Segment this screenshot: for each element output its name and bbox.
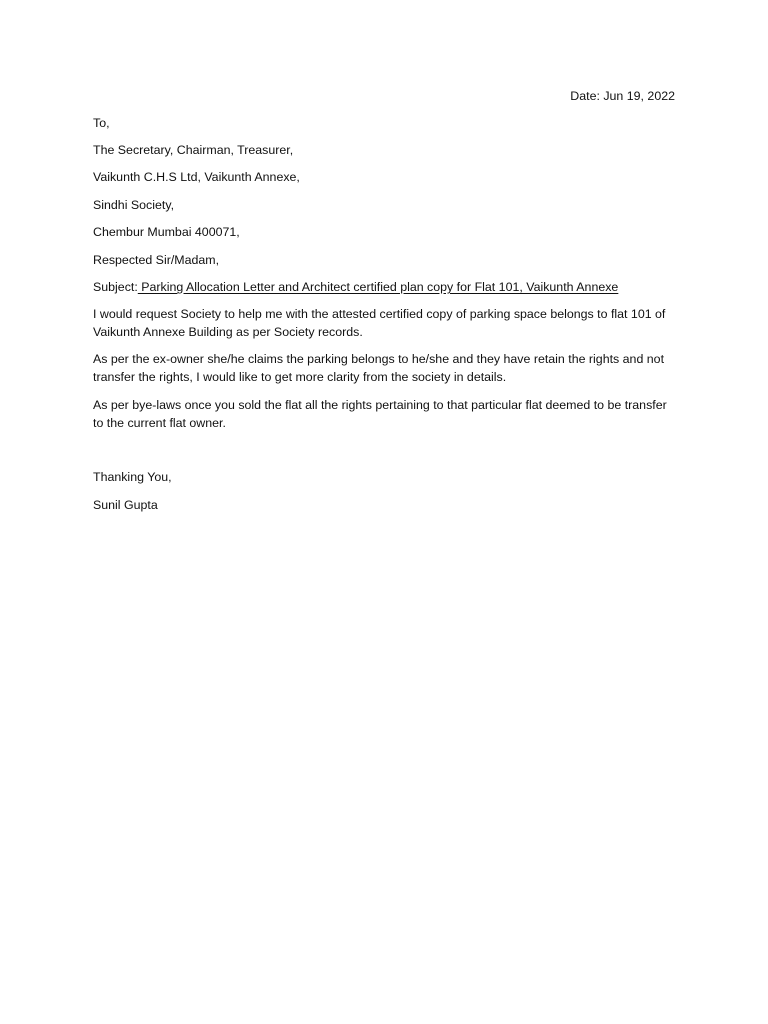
subject-text: Parking Allocation Letter and Architect certified plan copy for Flat 101, Vaikunth Annexe xyxy=(137,280,619,294)
closing: Thanking You, xyxy=(93,470,172,484)
salutation: Respected Sir/Madam, xyxy=(93,253,220,267)
recipient-line-2: Vaikunth C.H.S Ltd, Vaikunth Annexe, xyxy=(93,170,300,184)
signature-name: Sunil Gupta xyxy=(93,498,158,512)
recipient-line-4: Chembur Mumbai 400071, xyxy=(93,225,240,239)
recipient-line-1: The Secretary, Chairman, Treasurer, xyxy=(93,143,294,157)
paragraph-3: As per bye-laws once you sold the flat all the rights pertaining to that particular flat deemed to be transfer to the current flat owner. xyxy=(93,398,667,430)
paragraph-2: As per the ex-owner she/he claims the parking belongs to he/she and they have retain the rights and not transfer the rights, I would like to get more clarity from the society in details. xyxy=(93,352,665,384)
paragraph-1: I would request Society to help me with the attested certified copy of parking space belongs to flat 101 of Vaikunth Annexe Building as per Society records. xyxy=(93,307,666,339)
letter-date: Date: Jun 19, 2022 xyxy=(570,89,675,103)
subject-label: Subject: xyxy=(93,280,138,294)
subject-line xyxy=(93,278,618,296)
to-line: To, xyxy=(93,116,110,130)
recipient-line-3: Sindhi Society, xyxy=(93,198,175,212)
